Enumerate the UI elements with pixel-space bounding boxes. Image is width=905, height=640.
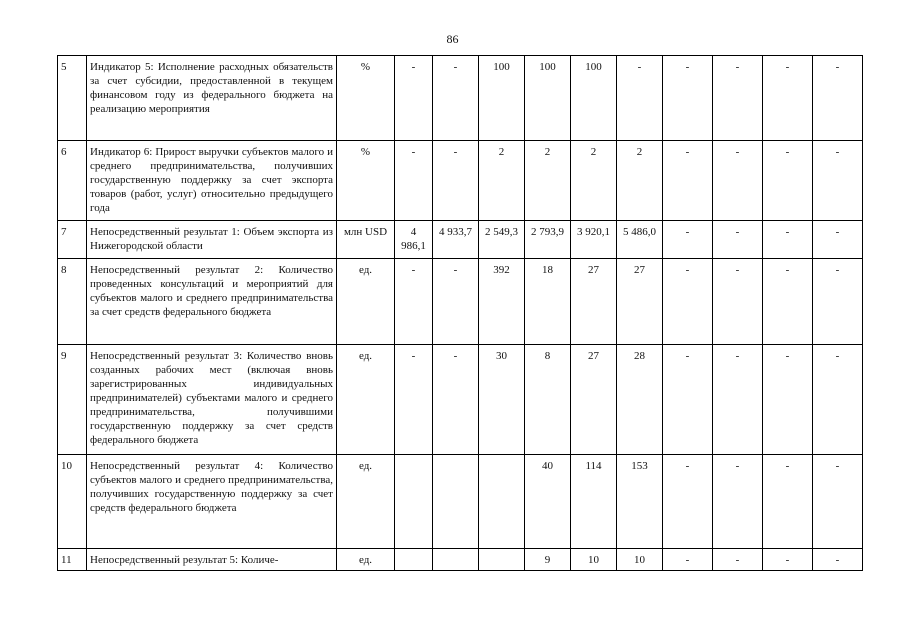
row-description: Индикатор 6: Прирост выручки субъектов малого и среднего предпринимательства, получивших государственную поддержку за счет экспорта товаров (работ, услуг) относительно предыдущего года (87, 141, 337, 221)
value-cell: - (763, 259, 813, 345)
row-description: Непосредственный результат 5: Количе- (87, 549, 337, 571)
value-cell: 2 793,9 (525, 221, 571, 259)
value-cell: - (713, 221, 763, 259)
value-cell: - (763, 549, 813, 571)
value-cell: - (763, 221, 813, 259)
value-cell (433, 455, 479, 549)
value-cell: - (395, 259, 433, 345)
value-cell: - (813, 259, 863, 345)
row-number: 11 (58, 549, 87, 571)
value-cell: 100 (479, 56, 525, 141)
value-cell (479, 549, 525, 571)
value-cell: - (663, 56, 713, 141)
row-number: 6 (58, 141, 87, 221)
row-description: Непосредственный результат 2: Количество проведенных консультаций и мероприятий для субъектов малого и среднего предпринимательства за счет средств федерального бюджета (87, 259, 337, 345)
value-cell: 27 (571, 259, 617, 345)
value-cell: 3 920,1 (571, 221, 617, 259)
table-row (58, 141, 863, 221)
value-cell: - (713, 345, 763, 455)
value-cell: - (395, 141, 433, 221)
row-description: Непосредственный результат 1: Объем экспорта из Нижегородской области (87, 221, 337, 259)
row-unit: ед. (337, 259, 395, 345)
row-number: 5 (58, 56, 87, 141)
value-cell: 2 (571, 141, 617, 221)
value-cell: 100 (525, 56, 571, 141)
row-unit: ед. (337, 549, 395, 571)
value-cell: 2 (525, 141, 571, 221)
value-cell: 30 (479, 345, 525, 455)
value-cell: 18 (525, 259, 571, 345)
value-cell: 10 (617, 549, 663, 571)
value-cell: 40 (525, 455, 571, 549)
value-cell: - (433, 141, 479, 221)
value-cell: 10 (571, 549, 617, 571)
table-row (58, 549, 863, 571)
row-number: 10 (58, 455, 87, 549)
table-row (58, 455, 863, 549)
table-row (58, 345, 863, 455)
row-unit: % (337, 141, 395, 221)
value-cell: - (433, 259, 479, 345)
value-cell: - (813, 221, 863, 259)
table-row (58, 259, 863, 345)
row-unit: ед. (337, 345, 395, 455)
value-cell: - (663, 141, 713, 221)
value-cell: - (763, 455, 813, 549)
indicators-table (57, 55, 863, 571)
value-cell: - (813, 345, 863, 455)
value-cell: - (395, 345, 433, 455)
value-cell: - (813, 549, 863, 571)
value-cell: - (663, 221, 713, 259)
value-cell: - (763, 141, 813, 221)
row-number: 7 (58, 221, 87, 259)
value-cell: 2 (617, 141, 663, 221)
row-unit: млн USD (337, 221, 395, 259)
value-cell: - (663, 455, 713, 549)
value-cell: - (433, 56, 479, 141)
value-cell: - (813, 455, 863, 549)
value-cell: 2 (479, 141, 525, 221)
row-number: 9 (58, 345, 87, 455)
value-cell: - (713, 56, 763, 141)
value-cell: - (713, 455, 763, 549)
page-number: 86 (446, 32, 459, 46)
value-cell: 153 (617, 455, 663, 549)
value-cell: 27 (617, 259, 663, 345)
value-cell: - (663, 549, 713, 571)
value-cell: - (395, 56, 433, 141)
value-cell: 4 986,1 (395, 221, 433, 259)
value-cell: - (713, 259, 763, 345)
value-cell: 2 549,3 (479, 221, 525, 259)
table-row (58, 221, 863, 259)
value-cell: 5 486,0 (617, 221, 663, 259)
value-cell: - (763, 345, 813, 455)
value-cell: - (813, 56, 863, 141)
value-cell (433, 549, 479, 571)
table-row (58, 56, 863, 141)
value-cell (395, 549, 433, 571)
value-cell: 114 (571, 455, 617, 549)
value-cell: - (663, 259, 713, 345)
value-cell: 392 (479, 259, 525, 345)
value-cell: 8 (525, 345, 571, 455)
value-cell: - (813, 141, 863, 221)
row-unit: % (337, 56, 395, 141)
row-unit: ед. (337, 455, 395, 549)
value-cell (479, 455, 525, 549)
value-cell: - (713, 141, 763, 221)
row-number: 8 (58, 259, 87, 345)
value-cell: 4 933,7 (433, 221, 479, 259)
value-cell: - (763, 56, 813, 141)
value-cell: - (433, 345, 479, 455)
value-cell: 9 (525, 549, 571, 571)
value-cell: - (617, 56, 663, 141)
value-cell: 27 (571, 345, 617, 455)
value-cell: 100 (571, 56, 617, 141)
value-cell: - (713, 549, 763, 571)
value-cell: 28 (617, 345, 663, 455)
row-description: Непосредственный результат 4: Количество субъектов малого и среднего предпринимательства, получивших государственную поддержку за счет средств федерального бюджета (87, 455, 337, 549)
row-description: Индикатор 5: Исполнение расходных обязательств за счет субсидии, предоставленной в текущем финансовом году из федерального бюджета на реализацию мероприятия (87, 56, 337, 141)
row-description: Непосредственный результат 3: Количество вновь созданных рабочих мест (включая вновь зарегистрированных индивидуальных предпринимателей) субъектами малого и среднего предпринимательства, получившими государственную поддержку за счет средств федерального бюджета (87, 345, 337, 455)
value-cell (395, 455, 433, 549)
value-cell: - (663, 345, 713, 455)
